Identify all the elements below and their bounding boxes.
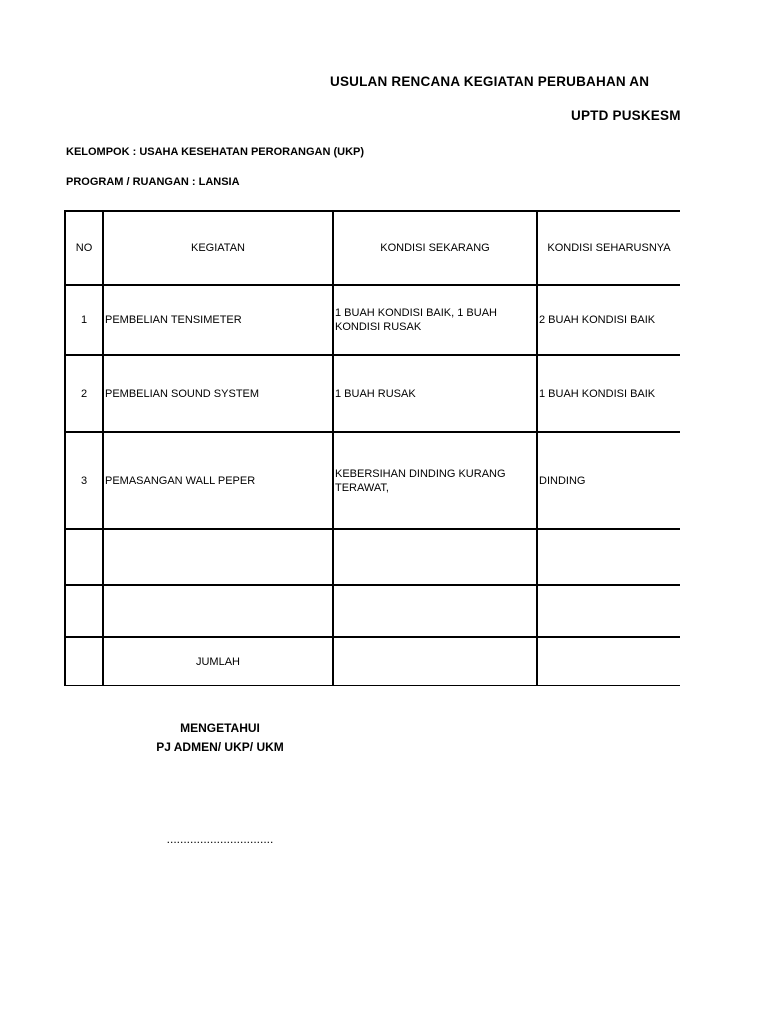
table-row [65,432,680,529]
cell-kondisi-seharusnya: 1 BUAH KONDISI BAIK [537,355,680,432]
cell-no: 1 [65,285,103,355]
signature-name-placeholder: ................................ [166,832,274,846]
program-label: PROGRAM / RUANGAN : LANSIA [66,176,240,188]
total-kondisi-seharusnya-cell [537,637,680,686]
activity-table-container [64,210,680,686]
kelompok-label: KELOMPOK : USAHA KESEHATAN PERORANGAN (UKP) [66,146,365,158]
cell-kondisi-seharusnya: 2 BUAH KONDISI BAIK [537,285,680,355]
cell-no: 2 [65,355,103,432]
cell-kegiatan: PEMASANGAN WALL PEPER [103,432,333,529]
cell-no [65,529,103,585]
total-row [65,637,680,686]
cell-no [65,585,103,637]
column-header-no: NO [65,211,103,285]
total-no-cell [65,637,103,686]
cell-kondisi-sekarang [333,529,537,585]
cell-kegiatan: PEMBELIAN TENSIMETER [103,285,333,355]
cell-kondisi-sekarang: KEBERSIHAN DINDING KURANG TERAWAT, [333,432,537,529]
cell-kondisi-seharusnya [537,529,680,585]
table-row [65,355,680,432]
cell-kegiatan [103,529,333,585]
column-header-kondisi-sekarang: KONDISI SEKARANG [333,211,537,285]
cell-kondisi-sekarang: 1 BUAH RUSAK [333,355,537,432]
cell-kondisi-sekarang: 1 BUAH KONDISI BAIK, 1 BUAH KONDISI RUSAK [333,285,537,355]
cell-kegiatan: PEMBELIAN SOUND SYSTEM [103,355,333,432]
total-label: JUMLAH [103,637,333,686]
column-header-kondisi-seharusnya: KONDISI SEHARUSNYA [537,211,680,285]
document-subtitle: UPTD PUSKESM [571,108,681,123]
cell-kondisi-seharusnya: DINDING [537,432,680,529]
table-header-row [65,211,680,285]
table-row [65,285,680,355]
activity-table [64,210,680,686]
cell-no: 3 [65,432,103,529]
total-kondisi-sekarang-cell [333,637,537,686]
table-row [65,529,680,585]
signature-mengetahui: MENGETAHUI [180,721,260,735]
table-row [65,585,680,637]
cell-kondisi-seharusnya [537,585,680,637]
document-title: USULAN RENCANA KEGIATAN PERUBAHAN AN [330,74,650,89]
signature-role: PJ ADMEN/ UKP/ UKM [156,740,284,754]
cell-kegiatan [103,585,333,637]
column-header-kegiatan: KEGIATAN [103,211,333,285]
cell-kondisi-sekarang [333,585,537,637]
